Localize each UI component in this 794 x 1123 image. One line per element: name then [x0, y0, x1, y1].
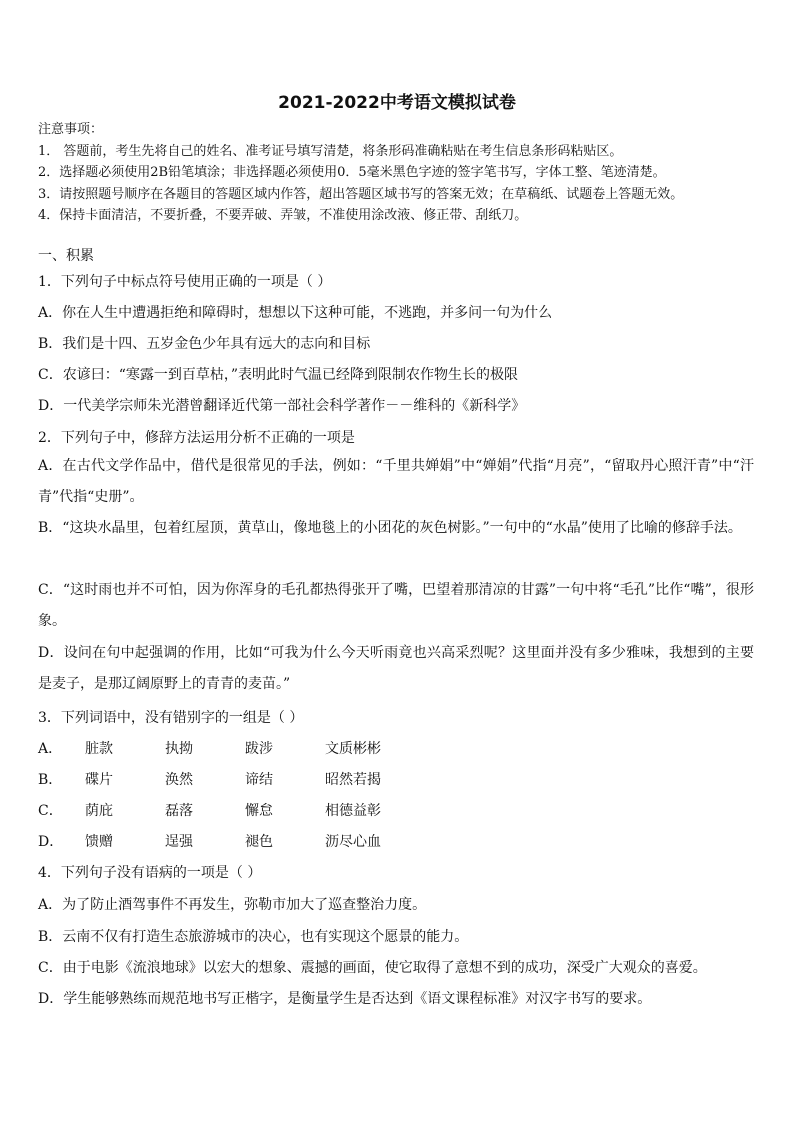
question-3-option-b	[38, 769, 381, 789]
notice-item: 3．请按照题号顺序在各题目的答题区域内作答，超出答题区域书写的答案无效；在草稿纸、试题卷上答题无效。	[38, 186, 684, 202]
option-word: 跋涉	[245, 741, 273, 757]
option-word: 沥尽心血	[325, 834, 381, 850]
section-heading: 一、积累	[38, 248, 94, 264]
option-word: 褪色	[245, 834, 273, 850]
option-word: 馈赠	[85, 834, 113, 850]
notice-block	[38, 119, 768, 227]
question-4-option-d: D．学生能够熟练而规范地书写正楷字，是衡量学生是否达到《语文课程标准》对汉字书写的要求。	[38, 991, 652, 1007]
question-2-option-c: C．“这时雨也并不可怕，因为你浑身的毛孔都热得张开了嘴，巴望着那清凉的甘露”一句中将“毛孔”比作“嘴”，很形象。	[38, 582, 754, 629]
question-3-stem: 3．下列词语中，没有错别字的一组是（ ）	[38, 710, 304, 726]
question-4-stem: 4．下列句子没有语病的一项是（ ）	[38, 865, 262, 881]
option-letter: C．	[38, 803, 63, 819]
question-3-option-a	[38, 738, 381, 758]
option-word: 涣然	[165, 772, 193, 788]
question-1-stem: 1．下列句子中标点符号使用正确的一项是（ ）	[38, 274, 332, 290]
question-2-option-d: D．设问在句中起强调的作用，比如“可我为什么今天听雨竟也兴高采烈呢？这里面并没有多少雅味，我想到的主要是麦子，是那辽阔原野上的青青的麦苗。”	[38, 645, 754, 692]
notice-item: 2．选择题必须使用2B铅笔填涂；非选择题必须使用0．5毫米黑色字迹的签字笔书写，字体工整、笔迹清楚。	[38, 165, 666, 180]
option-word: 执拗	[165, 741, 193, 757]
option-word: 懈怠	[245, 803, 273, 819]
option-word: 逞强	[165, 834, 193, 850]
page-title: 2021-2022中考语文模拟试卷	[278, 93, 516, 113]
option-word: 脏款	[85, 741, 113, 757]
option-letter: A．	[38, 741, 63, 757]
option-word: 文质彬彬	[325, 741, 381, 757]
question-1-option-d: D．一代美学宗师朱光潜曾翻译近代第一部社会科学著作－－维科的《新科学》	[38, 398, 526, 414]
question-4-option-b: B．云南不仅有打造生态旅游城市的决心，也有实现这个愿景的能力。	[38, 929, 469, 945]
option-word: 碟片	[85, 772, 113, 788]
option-letter: D．	[38, 834, 64, 850]
option-word: 磊落	[165, 803, 193, 819]
question-1-option-b: B．我们是十四、五岁金色少年具有远大的志向和目标	[38, 336, 371, 352]
option-letter: B．	[38, 772, 63, 788]
question-1-option-c: C．农谚曰：“寒露一到百草枯，”表明此时气温已经降到限制农作物生长的极限	[38, 367, 519, 383]
option-word: 昭然若揭	[325, 772, 381, 788]
question-3-option-d	[38, 831, 381, 851]
notice-heading: 注意事项：	[38, 122, 104, 137]
option-word: 谛结	[245, 772, 273, 788]
option-word: 相德益彰	[325, 803, 381, 819]
question-3-option-c	[38, 800, 381, 820]
notice-item: 1． 答题前，考生先将自己的姓名、准考证号填写清楚，将条形码准确粘贴在考生信息条形码粘贴区。	[38, 143, 623, 159]
question-4-option-c: C．由于电影《流浪地球》以宏大的想象、震撼的画面，使它取得了意想不到的成功，深受广大观众的喜爱。	[38, 960, 707, 976]
option-word: 荫庇	[85, 803, 113, 819]
question-2-stem: 2．下列句子中，修辞方法运用分析不正确的一项是	[38, 430, 355, 446]
question-1-option-a: A．你在人生中遭遇拒绝和障碍时，想想以下这种可能，不逃跑，并多问一句为什么	[38, 305, 553, 321]
question-2-option-b: B．“这块水晶里，包着红屋顶，黄草山，像地毯上的小团花的灰色树影。”一句中的“水晶”使用了比喻的修辞手法。	[38, 520, 742, 536]
question-4-option-a: A．为了防止酒驾事件不再发生，弥勒市加大了巡查整治力度。	[38, 897, 427, 913]
question-2-option-a: A．在古代文学作品中，借代是很常见的手法，例如：“千里共婵娟”中“婵娟”代指“月亮”，“留取丹心照汗青”中“汗青”代指“史册”。	[38, 458, 754, 505]
notice-item: 4．保持卡面清洁，不要折叠，不要弄破、弄皱，不准使用涂改液、修正带、刮纸刀。	[38, 208, 528, 223]
